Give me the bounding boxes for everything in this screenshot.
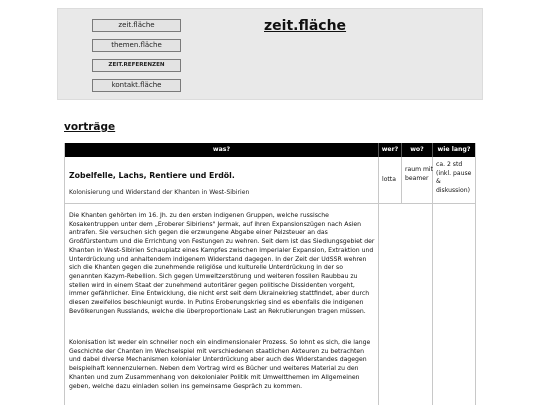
cell-wer — [379, 157, 402, 204]
talk-subtitle: Kolonisierung und Widerstand der Khanten in West-Sibirien — [69, 189, 250, 196]
talk-duration: ca. 2 std (inkl. pause & diskussion) — [436, 161, 472, 194]
cell-wo — [402, 157, 433, 204]
description-paragraph: Die Khanten gehörten im 16. Jh. zu den ersten indigenen Gruppen, welche russische Kosakentruppen unter dem „Eroberer Sibiriens" Jermak, auf ihren Expansionszügen nach Asien antrafen. Sie versuchen sich gegen die erzwungene Abgabe einer Pelzsteuer an das Großfürstentum und die Errichtung von Festungen zu wehren. Seit dem ist das Siedlungsgebiet der Khanten in West-Sibirien Schauplatz eines Kampfes zwischen imperialer Expansion, Extraktion und Unterdrückung und anhaltendem indigenem Widerstand dagegen. In der Zeit der UdSSR wehren sich die Khanten gegen die zunehmende religiöse und kulturelle Unterdrückung in der so genannten Kazym-Rebellion. Sich gegen Umweltzerstörung und weiteren fossilen Raubbau zu stellen wird in einem Staat der zunehmend autoritärer gegen politische Dissidenten vorgeht, immer gefährlicher. Eine Entwicklung, die nicht erst seit dem Ukrainekrieg stattfindet, aber durch diesen zweifellos beschleunigt wurde. In Putins Eroberungskrieg sind es ebenfalls die indigenen Bevölkerungen Russlands, welche die überproportionale Last an Rekrutierungen tragen müssen. — [69, 212, 375, 315]
description-paragraph: Kolonisation ist weder ein schneller noch ein eindimensionaler Prozess. So lohnt es sich, die lange Geschichte der Chanten im Wechselspiel mit verschiedenen staatlichen Akteuren zu betrachten und dabei diverse Mechanismen kolonialer Unterdrückung aber auch des Widerstandes dagegen beispielhaft kennenzulernen. Neben dem Vortrag wird es Bücher und weiteres Material zu den Khanten und zum Zusammenhang von dekolonialer Politik mit Umweltthemen im Allgemeinen geben, welche dazu einladen sollen ins gemeinsame Gespräch zu kommen. — [69, 339, 371, 390]
section-heading: vorträge — [64, 121, 116, 133]
talk-description — [65, 204, 379, 405]
nav-button-zeit-flaeche[interactable]: zeit.fläche — [92, 19, 181, 32]
talk-title: Zobelfelle, Lachs, Rentiere und Erdöl. — [69, 171, 235, 180]
table-row-description — [65, 204, 475, 405]
site-header — [57, 8, 483, 100]
talk-location: raum mit beamer — [405, 166, 433, 182]
site-title-link[interactable]: zeit.fläche — [264, 18, 347, 34]
table-row — [65, 157, 475, 204]
talks-table — [64, 143, 476, 405]
column-header-wie-lang: wie lang? — [437, 146, 471, 153]
talk-speaker: lotta — [382, 176, 396, 183]
nav-button-zeit-referenzen[interactable]: ZEIT.REFERENZEN — [92, 59, 181, 72]
cell-wie-lang — [433, 157, 475, 204]
column-header-wer: wer? — [379, 143, 402, 157]
cell-was — [65, 157, 379, 204]
table-header-row — [65, 143, 475, 157]
column-header-wo: wo? — [402, 143, 433, 157]
column-header-was: was? — [65, 143, 379, 157]
nav-button-kontakt-flaeche[interactable]: kontakt.fläche — [92, 79, 181, 92]
empty-cell — [379, 204, 433, 405]
nav-button-themen-flaeche[interactable]: themen.fläche — [92, 39, 181, 52]
